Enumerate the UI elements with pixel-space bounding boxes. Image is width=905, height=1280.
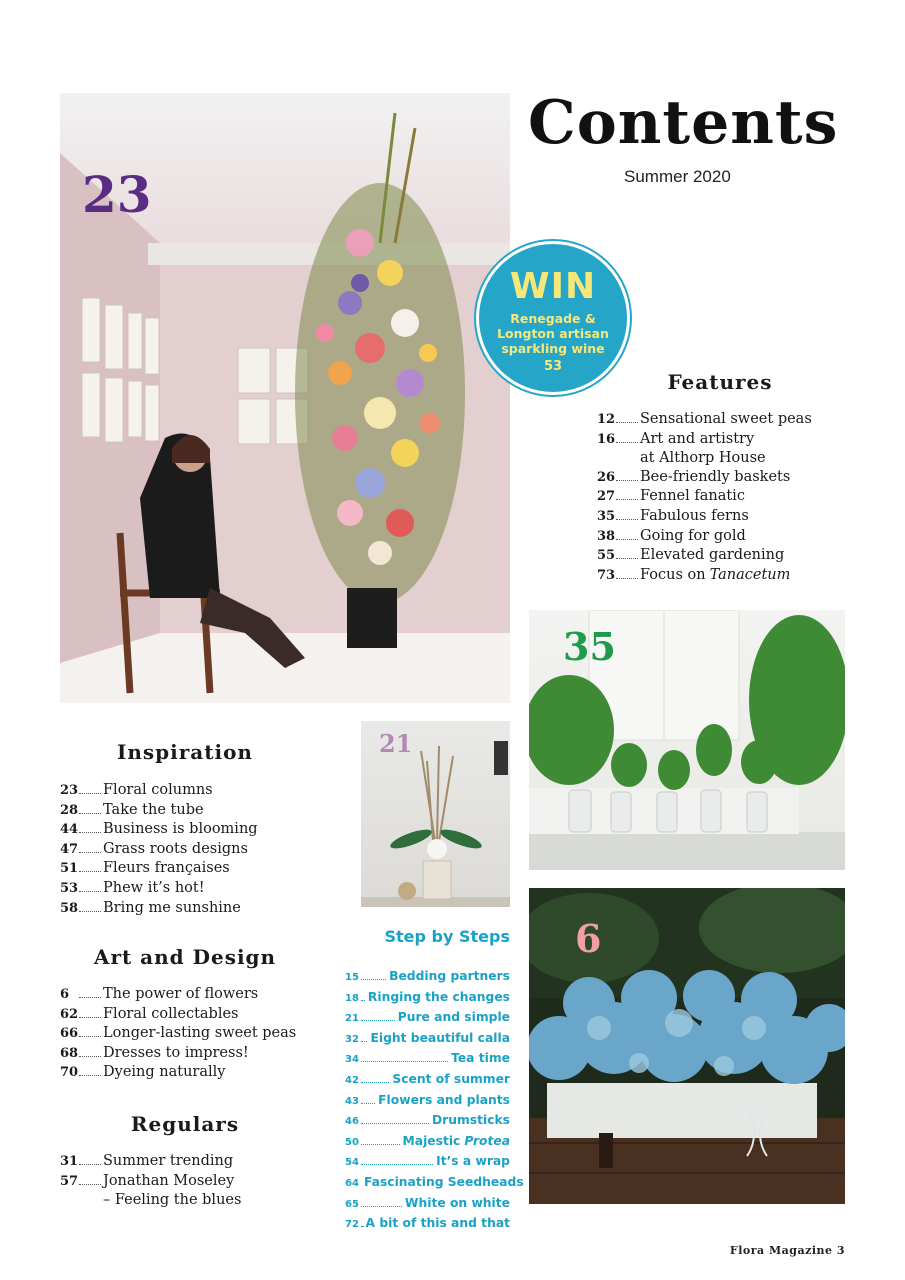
page-number: 58 [60,900,79,916]
dot-leader [361,1103,375,1104]
page-number: 53 [60,880,79,896]
dot-leader [616,519,638,520]
features-item[interactable] [597,430,837,450]
features-item[interactable] [597,527,837,547]
art-design-list [60,985,340,1083]
small-photo-page-number: 21 [379,729,413,758]
page-number: 46 [345,1116,359,1128]
article-title: Fabulous ferns [640,507,749,524]
inspiration-item[interactable] [60,899,340,919]
inspiration-item[interactable] [60,859,340,879]
main-photo-page-number: 23 [82,165,152,224]
blue-photo-page-number: 6 [575,916,602,961]
art-design-item[interactable] [60,1005,340,1025]
page-number: 54 [345,1157,359,1169]
page-number: 72 [345,1219,359,1231]
dot-leader [616,558,638,559]
page-number: 43 [345,1095,359,1107]
photo-ferns [529,610,845,870]
step-by-steps-list [345,967,524,1235]
page-number: 32 [345,1033,359,1045]
dot-leader [79,911,101,912]
page-number: 38 [597,528,616,544]
dot-leader [616,539,638,540]
step-title: Eight beautiful calla [370,1030,510,1045]
article-title: Summer trending [103,1153,234,1169]
dot-leader [79,1164,101,1165]
inspiration-list [60,781,340,918]
article-title: Art and artistry [640,430,755,447]
art-design-item[interactable] [60,985,340,1005]
art-design-heading: Art and Design [93,945,277,969]
regulars-item[interactable] [60,1191,340,1210]
dot-leader [79,832,101,833]
article-title: Bring me sunshine [103,899,241,916]
page-number: 57 [60,1173,79,1189]
article-title: Jonathan Moseley [103,1172,235,1189]
step-title: A bit of this and that [365,1216,510,1231]
step-title: White on white [404,1195,510,1210]
article-title: Focus on [640,566,706,583]
page-number: 18 [345,992,359,1004]
article-title: Phew it’s hot! [103,879,205,896]
dot-leader [361,1226,363,1227]
step-title: Drumsticks [431,1113,510,1128]
article-title-italic: Tanacetum [709,566,791,583]
page-number: 34 [345,1054,359,1066]
features-item[interactable] [597,507,837,527]
step-item[interactable] [345,1008,510,1029]
page-number: 70 [60,1065,79,1081]
page-number: 31 [60,1154,79,1169]
features-heading: Features [667,370,773,394]
page-number: 68 [60,1045,79,1061]
features-list [597,410,837,585]
page-number: 23 [60,783,79,798]
step-by-steps-heading: Step by Steps [384,927,510,946]
step-title: Majestic [402,1133,461,1148]
step-title: Tea time [451,1051,510,1066]
page-number: 44 [60,822,79,838]
ferns-photo-page-number: 35 [563,624,616,669]
dot-leader [79,1075,101,1076]
page-number: 73 [597,567,616,583]
article-title: The power of flowers [103,986,259,1002]
dot-leader [616,422,638,423]
step-item[interactable] [345,1214,510,1235]
article-title: Elevated gardening [640,547,785,564]
dot-leader [79,891,101,892]
dot-leader [361,1123,429,1124]
inspiration-item[interactable] [60,840,340,860]
page-number: 42 [345,1074,359,1086]
page-number: 55 [597,548,616,564]
dot-leader [79,852,101,853]
step-item[interactable] [345,1132,510,1153]
dot-leader [616,480,638,481]
step-title: Flowers and plants [378,1092,510,1107]
page-number: 35 [597,508,616,524]
dot-leader [79,1056,101,1057]
step-item[interactable] [345,1111,510,1132]
features-item[interactable] [597,546,837,566]
article-title: Bee-friendly baskets [640,468,791,485]
page-number: 51 [60,861,79,877]
art-design-item[interactable] [60,1024,340,1044]
inspiration-item[interactable] [60,879,340,899]
page-number: 28 [60,802,79,818]
photo-floral-column [60,93,510,703]
page-number: 6 [60,987,70,1002]
dot-leader [361,1082,389,1083]
regulars-heading: Regulars [130,1112,240,1136]
dot-leader [79,813,101,814]
win-label: WIN [509,266,597,307]
article-title: Take the tube [103,801,204,818]
dot-leader [79,793,101,794]
page-number: 12 [597,412,616,427]
dot-leader [79,871,101,872]
dot-leader [361,1164,433,1165]
article-title: Grass roots designs [103,840,248,857]
dot-leader [79,1036,101,1037]
page-number: 16 [597,431,616,447]
page-number: 26 [597,469,616,485]
dot-leader [361,1061,448,1062]
step-title: Scent of summer [392,1071,510,1086]
step-item[interactable] [345,1091,510,1112]
step-item[interactable] [345,1152,510,1173]
issue-date: Summer 2020 [624,167,731,186]
features-item[interactable] [597,449,837,468]
photo-pure-and-simple [361,721,510,907]
step-title: Bedding partners [389,969,510,983]
page-number: 64 [345,1177,359,1189]
article-title: Business is blooming [103,821,258,838]
inspiration-item[interactable] [60,801,340,821]
features-item[interactable] [597,410,837,430]
dot-leader [79,997,101,998]
page-number: 66 [60,1026,79,1042]
inspiration-heading: Inspiration [117,740,253,764]
step-item[interactable] [345,1049,510,1070]
dot-leader [616,499,638,500]
step-item[interactable] [345,1173,524,1194]
page-number: 62 [60,1006,79,1022]
article-title: at Althorp House [640,450,766,467]
step-title: It’s a wrap [436,1154,510,1169]
step-title-italic: Protea [464,1133,510,1148]
article-title: Dresses to impress! [103,1044,249,1061]
dot-leader [79,1017,101,1018]
page-number: 15 [345,972,359,983]
article-title: Going for gold [640,527,746,544]
win-badge[interactable] [476,241,630,395]
dot-leader [361,1041,367,1042]
features-item[interactable] [597,468,837,488]
article-title: Longer-lasting sweet peas [103,1025,297,1042]
dot-leader [361,1206,402,1207]
dot-leader [361,1000,365,1001]
dot-leader [616,442,638,443]
page-number: 65 [345,1198,359,1210]
features-item[interactable] [597,566,837,586]
regulars-item[interactable] [60,1152,340,1172]
step-item[interactable] [345,1029,510,1050]
win-prize: Renegade & Longton artisan sparkling wine [497,311,609,356]
step-title: Ringing the changes [367,989,510,1004]
article-title: Fleurs françaises [103,860,230,877]
article-title: Dyeing naturally [103,1064,226,1081]
step-item[interactable] [345,988,510,1009]
dot-leader [616,578,638,579]
article-title: Floral collectables [103,1005,239,1022]
article-title: Fennel fanatic [640,488,745,505]
features-item[interactable] [597,487,837,507]
article-title: Sensational sweet peas [640,411,812,427]
article-title: – Feeling the blues [103,1192,242,1209]
inspiration-item[interactable] [60,820,340,840]
dot-leader [361,979,386,980]
step-title: Pure and simple [397,1010,510,1025]
page-number: 50 [345,1136,359,1148]
step-item[interactable] [345,1194,510,1215]
step-item[interactable] [345,1070,510,1091]
photo-blue-hydrangeas [529,888,845,1204]
page-title: Contents [528,88,839,158]
dot-leader [79,1184,101,1185]
regulars-item[interactable] [60,1172,340,1192]
dot-leader [361,1020,395,1021]
regulars-list [60,1152,340,1210]
page-number: 47 [60,841,79,857]
art-design-item[interactable] [60,1044,340,1064]
inspiration-item[interactable] [60,781,340,801]
dot-leader [361,1144,400,1145]
page-number: 27 [597,489,616,505]
art-design-item[interactable] [60,1063,340,1083]
page-number: 21 [345,1013,359,1025]
article-title: Floral columns [103,782,213,798]
step-title: Fascinating Seedheads [364,1174,524,1189]
step-item[interactable] [345,967,510,988]
win-page-number: 53 [543,359,563,374]
page-footer: Flora Magazine 3 [729,1244,845,1257]
